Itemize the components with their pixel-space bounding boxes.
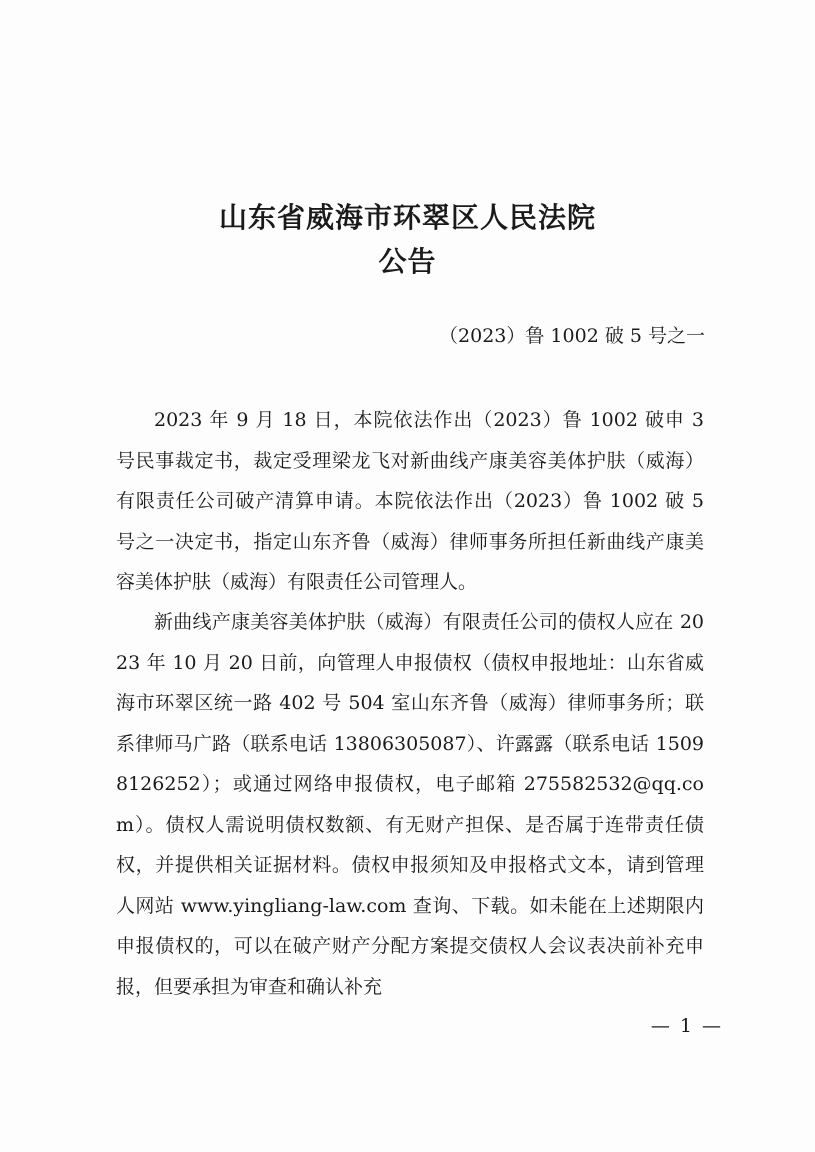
page-number: — 1 — (650, 1015, 723, 1037)
paragraph-2-block (116, 602, 704, 1007)
paragraph-1: 2023 年 9 月 18 日，本院依法作出（2023）鲁 1002 破申 3 号民事裁定书，裁定受理梁龙飞对新曲线产康美容美体护肤（威海）有限责任公司破产清算申请。本院依法作出（2023）鲁 1002 破 5 号之一决定书，指定山东齐鲁（威海）律师事务所担任新曲线产康美容美体护肤（威海）有限责任公司管理人。 (116, 409, 704, 593)
announcement-title: 公告 (378, 245, 437, 278)
case-number: （2023）鲁 1002 破 5 号之一 (439, 325, 705, 347)
court-name-title: 山东省威海市环翠区人民法院 (218, 201, 596, 234)
paragraph-2: 新曲线产康美容美体护肤（威海）有限责任公司的债权人应在 2023 年 10 月 20 日前，向管理人申报债权（债权申报地址：山东省威海市环翠区统一路 402 号 504 室山东齐鲁（威海）律师事务所；联系律师马广路（联系电话 13806305087）、许露露（联系电话 15098126252）；或通过网络申报债权，电子邮箱 275582532@qq.com）。债权人需说明债权数额、有无财产担保、是否属于连带责任债权，并提供相关证据材料。债权申报须知及申报格式文本，请到管理人网站 www.yingliang-law.com 查询、下载。如未能在上述期限内申报债权的，可以在破产财产分配方案提交债权人会议表决前补充申报，但要承担为审查和确认补充 (116, 611, 704, 998)
paragraph-1-block (116, 400, 704, 603)
